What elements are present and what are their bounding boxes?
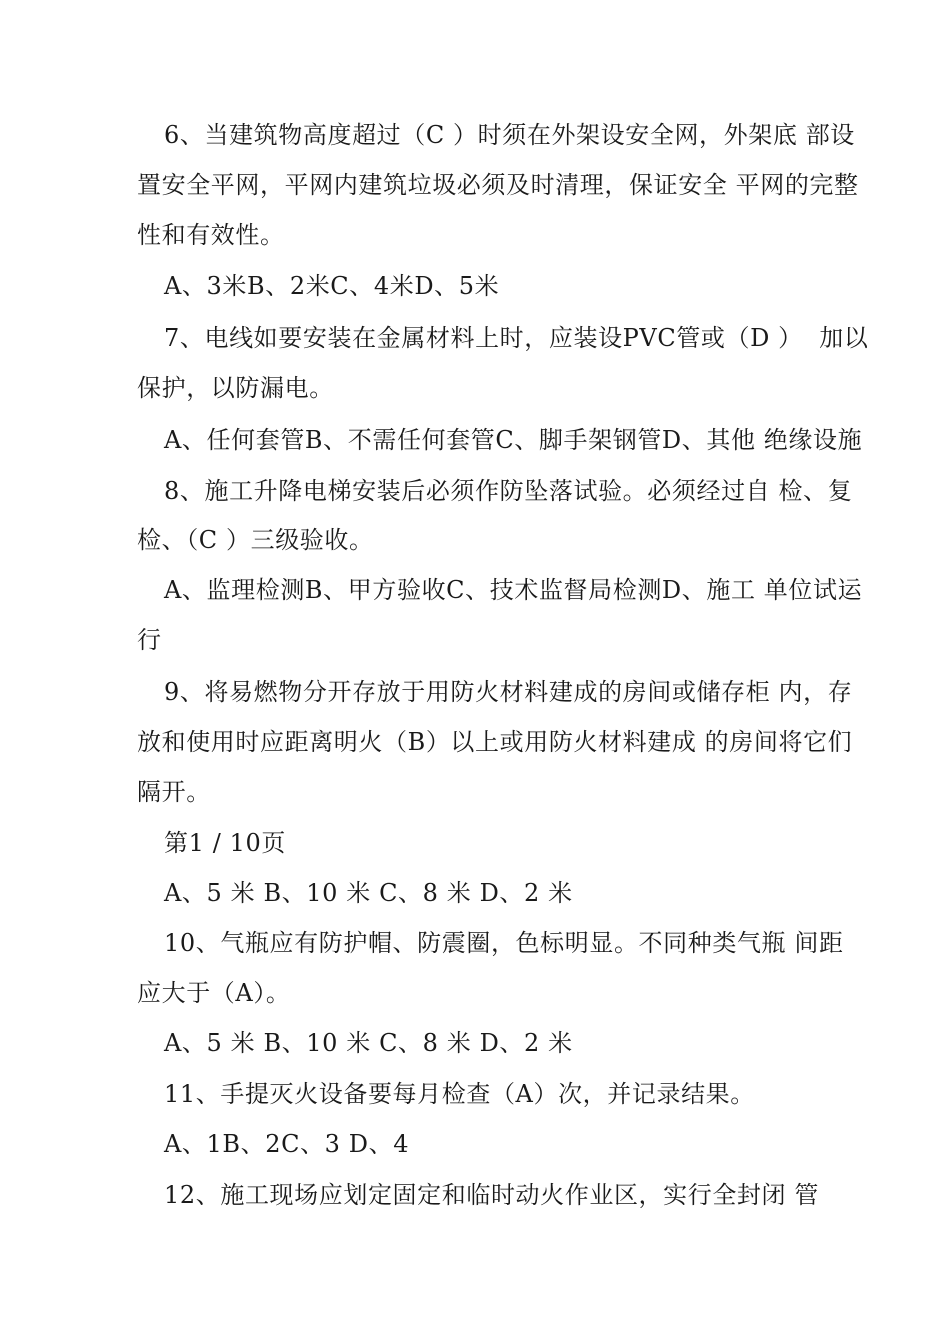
question-9-options: A、5 米 B、10 米 C、8 米 D、2 米 bbox=[164, 879, 573, 907]
question-8-line-1: 8、施工升降电梯安装后必须作防坠落试验。必须经过自 检、复 bbox=[164, 477, 853, 505]
question-12-line-1: 12、施工现场应划定固定和临时动火作业区，实行全封闭 管 bbox=[164, 1181, 819, 1209]
question-6-line-2: 置安全平网，平网内建筑垃圾必须及时清理，保证安全 平网的完整 bbox=[137, 171, 859, 199]
question-7-options: A、任何套管B、不需任何套管C、脚手架钢管D、其他 绝缘设施 bbox=[164, 426, 863, 454]
question-10-line-2: 应大于（A）。 bbox=[137, 979, 291, 1007]
question-8-line-2: 检、（C ）三级验收。 bbox=[137, 526, 374, 554]
question-6-options: A、3米B、2米C、4米D、5米 bbox=[164, 272, 500, 300]
question-6-line-1: 6、当建筑物高度超过（C ）时须在外架设安全网，外架底 部设 bbox=[164, 121, 855, 149]
question-8-options-line-2: 行 bbox=[137, 626, 162, 654]
question-10-options: A、5 米 B、10 米 C、8 米 D、2 米 bbox=[164, 1029, 573, 1057]
question-11-options: A、1B、2C、3 D、4 bbox=[164, 1130, 410, 1158]
question-9-line-1: 9、将易燃物分开存放于用防火材料建成的房间或储存柜 内，存 bbox=[164, 678, 853, 706]
question-7-line-2: 保护，以防漏电。 bbox=[137, 374, 334, 402]
question-9-line-2: 放和使用时应距离明火（B）以上或用防火材料建成 的房间将它们 bbox=[137, 728, 853, 756]
question-9-line-3: 隔开。 bbox=[137, 778, 211, 806]
page-number: 第1 / 10页 bbox=[164, 829, 286, 857]
question-8-options-line-1: A、监理检测B、甲方验收C、技术监督局检测D、施工 单位试运 bbox=[164, 576, 863, 604]
question-7-line-1: 7、电线如要安装在金属材料上时，应装设PVC管或（D ） 加以 bbox=[164, 324, 869, 352]
question-6-line-3: 性和有效性。 bbox=[137, 221, 285, 249]
question-10-line-1: 10、气瓶应有防护帽、防震圈，色标明显。不同种类气瓶 间距 bbox=[164, 929, 844, 957]
question-11-line-1: 11、手提灭火设备要每月检查（A）次，并记录结果。 bbox=[164, 1080, 755, 1108]
